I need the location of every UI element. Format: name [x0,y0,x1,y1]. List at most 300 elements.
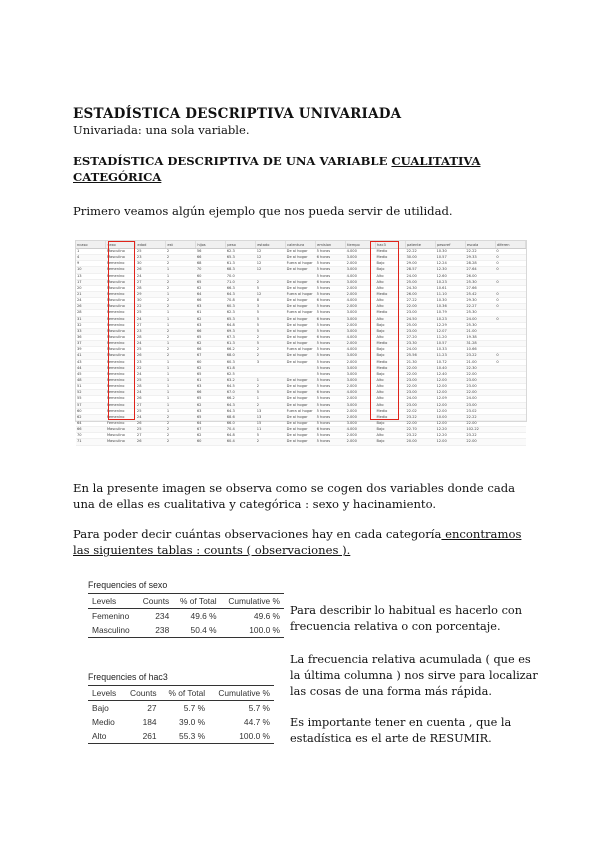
table-cell: 26 [136,439,166,445]
table-cell: 62 [196,341,226,347]
table-cell: 65 [196,334,226,340]
table-cell: 24 [136,390,166,396]
table-cell: 39 [76,347,106,353]
freq-cell: 184 [142,717,157,727]
table-cell: 27 [136,402,166,408]
table-cell: 30.00 [405,255,435,261]
table-cell: 23.00 [405,377,435,383]
table-cell: 26 [136,396,166,402]
table-cell: 29 [136,291,166,297]
table-cell: 22.70 [405,427,435,433]
table-cell: 12 [256,291,286,297]
table-cell: 2 [256,334,286,340]
table-cell: 23 [136,359,166,365]
table-cell: 5 horas [316,347,346,353]
table-cell: 22.27 [465,304,495,310]
table-cell: De al hogar [286,439,316,445]
column-header: diferen [495,241,525,249]
table-cell: 17 [76,279,106,285]
table-cell: 44 [76,365,106,371]
table-cell: 63 [196,408,226,414]
table-cell: 22.22 [405,249,435,255]
table-cell: 22.22 [465,414,495,420]
table-cell: 5 [256,310,286,316]
freq-cell: Masculino [88,623,137,638]
table-cell: 4.000 [346,298,376,304]
table-cell: 4.000 [346,427,376,433]
table-cell: 10.72 [435,359,465,365]
table-cell: 6 horas [316,427,346,433]
table-cell: 13 [256,408,286,414]
freq-cell: 5.7 % [183,703,206,713]
table-cell: De al hogar [286,353,316,359]
table-cell: 3.000 [346,267,376,273]
table-cell: Alto [376,402,406,408]
table-cell: 23.00 [405,402,435,408]
table-cell: 64.3 [226,408,256,414]
table-cell: 30 [136,261,166,267]
table-cell: 3.000 [346,316,376,322]
table-cell: 65 [196,396,226,402]
column-header: emision [316,241,346,249]
table-cell: 8 [256,298,286,304]
heading-part3: CATEGÓRICA [73,170,162,184]
table-cell: 24 [136,371,166,377]
table-cell: Bajo [376,427,406,433]
table-cell: 22.22 [465,249,495,255]
table-cell: 22.30 [465,365,495,371]
table-cell: 2 [166,328,196,334]
table-cell: Fuera al hogar [286,310,316,316]
table-cell: 45 [76,371,106,377]
table-row [76,439,526,445]
table-cell: 4.000 [346,273,376,279]
table-cell: 5 horas [316,402,346,408]
table-cell: 25 [136,249,166,255]
table-cell: 23.00 [465,402,495,408]
table-cell: 66 [76,427,106,433]
table-cell: 0 [495,261,525,267]
table-cell: 5 horas [316,285,346,291]
table-cell: 2.000 [346,322,376,328]
table-cell: 26 [136,353,166,359]
table-cell: 1 [166,396,196,402]
table-cell: 60 [196,359,226,365]
table-cell: 12 [256,261,286,267]
table-cell: 12 [256,267,286,273]
table-cell: 66.3 [226,285,256,291]
table-cell: 5 horas [316,267,346,273]
table-cell: 13 [256,414,286,420]
table-cell: 3.000 [346,420,376,426]
table-cell: 12.00 [435,439,465,445]
table-cell: 0 [495,255,525,261]
table-cell: 2.000 [346,439,376,445]
table-cell: 5 horas [316,396,346,402]
table-cell: 43 [76,359,106,365]
table-cell: 31 [76,316,106,322]
table-cell: 23.22 [405,414,435,420]
table-cell: 102.22 [465,427,495,433]
column-header: sexo [106,241,136,249]
table-cell: 5 [256,341,286,347]
table-cell: 26 [136,267,166,273]
column-header: estado [256,241,286,249]
table-cell: De al hogar [286,377,316,383]
freq-hac3-title: Frequencies of hac3 [88,672,168,682]
column-header: pesoref [435,241,465,249]
table-cell: 10.36 [435,304,465,310]
table-cell: Bajo [376,261,406,267]
table-cell: 21 [76,291,106,297]
table-cell: De al hogar [286,316,316,322]
table-cell: 12.40 [435,371,465,377]
table-cell: De al hogar [286,341,316,347]
table-cell: Fuera al hogar [286,347,316,353]
table-cell: 28 [76,310,106,316]
table-cell: 29.00 [405,261,435,267]
table-cell: 2 [256,384,286,390]
table-cell: 12.00 [435,377,465,383]
table-cell: 2 [166,249,196,255]
table-cell: 5 horas [316,328,346,334]
table-cell: 24.00 [405,347,435,353]
table-cell: Masculino [106,304,136,310]
table-cell: 23 [136,255,166,261]
page-title: ESTADÍSTICA DESCRIPTIVA UNIVARIADA [73,106,402,122]
table-cell: 48 [76,377,106,383]
table-cell: 23.22 [465,433,495,439]
side-paragraph-2: La frecuencia relativa acumulada ( que es la última columna ) nos sirve para localizar las cosas de una forma más rápida. [290,653,538,698]
table-cell: 22.02 [405,408,435,414]
table-cell: 4.000 [346,390,376,396]
table-cell: Alto [376,433,406,439]
table-cell: 5 [256,316,286,322]
table-cell: 30 [136,298,166,304]
heading-part1: ESTADÍSTICA DESCRIPTIVA DE UNA VARIABLE [73,154,392,168]
table-cell: 22.00 [465,420,495,426]
table-cell: 4.000 [346,249,376,255]
table-cell: Alto [376,390,406,396]
table-cell: Femenino [106,359,136,365]
table-cell: 3.000 [346,377,376,383]
table-cell: 27.22 [405,298,435,304]
table-cell: 5 horas [316,414,346,420]
table-cell: De al hogar [286,255,316,261]
table-cell: 5 horas [316,359,346,365]
table-cell: 24.50 [405,316,435,322]
table-cell: Masculino [106,285,136,291]
table-cell: 0 [495,291,525,297]
table-cell: 4.000 [346,334,376,340]
table-cell: 60.3 [226,359,256,365]
freq-hac3-header [88,686,274,701]
table-cell: 61.3 [226,261,256,267]
table-cell: 1 [166,377,196,383]
table-cell: 64.3 [226,291,256,297]
table-cell: 26 [76,304,106,310]
freq-cell: Alto [88,729,123,744]
table-cell: Femenino [106,261,136,267]
table-cell: 25.00 [405,279,435,285]
table-cell: 65 [196,371,226,377]
table-cell: 10.30 [435,298,465,304]
table-cell: 25 [136,408,166,414]
table-cell: 62.5 [226,371,256,377]
freq-cell: Bajo [92,703,109,713]
table-cell: 25 [136,427,166,433]
table-cell: 71 [76,439,106,445]
table-cell: 64.8 [226,322,256,328]
table-cell: 60 [196,439,226,445]
table-cell: 66.0 [226,420,256,426]
paragraph-2-part1: Para poder decir cuántas observaciones hay en cada categoría [73,527,442,541]
table-cell: 22.00 [405,420,435,426]
table-cell: Bajo [376,420,406,426]
table-cell: 11 [256,427,286,433]
table-cell: 24.00 [405,396,435,402]
table-cell: 67.0 [226,390,256,396]
table-cell: 1 [166,402,196,408]
heading-part2: CUALITATIVA [391,154,481,168]
table-cell: 25.42 [465,291,495,297]
table-cell [495,439,525,445]
table-cell: 5 horas [316,322,346,328]
table-cell: De al hogar [286,427,316,433]
paragraph-2-part2: encontramos las siguientes tablas : counts ( observaciones ). [73,527,522,557]
table-cell: 6 horas [316,334,346,340]
table-cell: 3 [256,359,286,365]
table-cell: 25 [136,377,166,383]
column-header: hac3 [376,241,406,249]
table-cell: 6 horas [316,255,346,261]
table-cell: 10.57 [435,341,465,347]
table-cell: 23.30 [405,341,435,347]
table-cell: 2 [166,298,196,304]
table-cell: 27.66 [465,285,495,291]
table-cell: 1 [166,316,196,322]
table-cell: De al hogar [286,267,316,273]
freq-sexo-header [88,594,284,609]
table-cell: Bajo [376,322,406,328]
table-cell: Femenino [106,310,136,316]
table-cell: 41 [76,353,106,359]
table-cell: 65 [196,279,226,285]
freq-table-hac3 [88,672,274,744]
table-cell: Femenino [106,408,136,414]
table-cell: 1 [76,249,106,255]
table-cell: 2 [256,439,286,445]
table-cell: Femenino [106,377,136,383]
table-cell: 2 [166,334,196,340]
table-cell: 57 [76,402,106,408]
table-cell: Masculino [106,328,136,334]
table-cell: 12.30 [435,267,465,273]
table-cell: 5 horas [316,371,346,377]
table-cell: 22.00 [465,390,495,396]
table-cell: De al hogar [286,304,316,310]
table-cell: 32 [76,322,106,328]
table-cell: Bajo [376,328,406,334]
table-cell: 65 [196,414,226,420]
table-cell: 1 [166,273,196,279]
freq-column-header: Cumulative % [221,594,284,609]
table-cell: 23.22 [405,433,435,439]
table-cell: 21.00 [465,359,495,365]
table-cell: 24.00 [405,273,435,279]
table-cell: Masculino [106,298,136,304]
table-cell: 67 [196,353,226,359]
table-cell: 70.4 [226,427,256,433]
table-cell: 61.8 [226,365,256,371]
paragraph-1: En la presente imagen se observa como se cogen dos variables donde cada una de ellas es cualitativa y categórica : sexo y hacinamiento. [73,481,516,511]
freq-column-header: % of Total [161,686,210,701]
table-cell: 62 [196,316,226,322]
table-cell: 64.8 [226,433,256,439]
table-cell: 1 [166,310,196,316]
table-cell: 1 [166,384,196,390]
table-cell: 23.00 [465,377,495,383]
table-cell: 5 horas [316,353,346,359]
table-cell: 22.00 [465,371,495,377]
table-cell: 1 [166,408,196,414]
spreadsheet-body [76,249,526,446]
table-cell: 5 horas [316,310,346,316]
table-cell: 3.000 [346,365,376,371]
table-cell: 25.30 [465,322,495,328]
table-cell: Medio [376,255,406,261]
table-cell: Alto [376,273,406,279]
table-cell: 2 [166,279,196,285]
table-cell: 12.29 [435,322,465,328]
table-cell: 22 [136,365,166,371]
freq-column-header: % of Total [173,594,220,609]
freq-column-header: Counts [137,594,174,609]
column-header: escala [465,241,495,249]
side-paragraph-3: Es importante tener en cuenta , que la estadística es el arte de RESUMIR. [290,716,512,745]
freq-cell: 50.4 % [173,623,220,638]
table-cell: 3.000 [346,328,376,334]
table-cell: Bajo [376,347,406,353]
table-cell: 2.000 [346,414,376,420]
table-cell: 33 [76,328,106,334]
table-cell: 28 [136,384,166,390]
table-cell: Femenino [106,291,136,297]
table-cell: 27 [136,279,166,285]
table-cell: 66 [196,390,226,396]
table-cell: 24 [136,316,166,322]
table-cell: 12.20 [435,433,465,439]
table-cell: 12.60 [435,273,465,279]
table-cell: Femenino [106,365,136,371]
table-cell: 60 [196,273,226,279]
table-cell: Medio [376,341,406,347]
table-cell: 2 [166,414,196,420]
table-cell: 28.28 [465,261,495,267]
freq-sexo-body [88,609,284,638]
table-cell: 1 [166,365,196,371]
table-cell: 2.000 [346,384,376,390]
table-cell: Femenino [106,341,136,347]
table-cell: De al hogar [286,414,316,420]
table-cell: 5 horas [316,384,346,390]
table-cell: 5 [256,390,286,396]
table-cell: 1 [166,341,196,347]
table-cell: 70 [76,433,106,439]
table-cell: 24.00 [465,316,495,322]
table-cell: Femenino [106,322,136,328]
table-cell: 12.09 [435,396,465,402]
table-cell: 67 [196,427,226,433]
table-cell: 24 [136,341,166,347]
table-cell: 62 [76,414,106,420]
table-cell: 56 [196,249,226,255]
table-cell: 64 [76,420,106,426]
table-cell: 1 [166,291,196,297]
table-cell: 2 [166,347,196,353]
table-cell: 5 horas [316,249,346,255]
table-cell: 5 horas [316,304,346,310]
table-cell: 63 [196,322,226,328]
table-cell: 0 [495,279,525,285]
freq-row [88,623,284,638]
table-cell: 66 [196,298,226,304]
table-cell: 69.3 [226,328,256,334]
table-cell: De al hogar [286,249,316,255]
table-cell: 31.28 [465,341,495,347]
table-cell: 0 [495,353,525,359]
table-cell: 27 [136,433,166,439]
table-cell: 13 [76,273,106,279]
table-cell: De al hogar [286,396,316,402]
table-cell: Alto [376,334,406,340]
table-cell: Femenino [106,390,136,396]
table-cell: 61 [196,310,226,316]
freq-cell: 234 [155,611,170,621]
table-cell: Bajo [376,267,406,273]
table-cell: 25.00 [405,322,435,328]
table-cell: 10.33 [435,347,465,353]
table-cell: 60 [76,408,106,414]
table-cell: De al hogar [286,285,316,291]
table-cell: 12.00 [435,402,465,408]
table-cell: 25.56 [405,353,435,359]
table-cell: 20.00 [405,439,435,445]
table-cell: 51 [76,384,106,390]
table-cell: 62 [196,433,226,439]
freq-cell: Medio [92,717,115,727]
table-cell: Fuera al hogar [286,261,316,267]
table-cell: 70 [196,267,226,273]
table-cell: De al hogar [286,279,316,285]
table-cell: 0 [495,316,525,322]
table-cell: 12.00 [435,384,465,390]
table-cell: 5 horas [316,408,346,414]
table-cell: Medio [376,414,406,420]
table-cell: Fuera al hogar [286,408,316,414]
table-cell: 2.000 [346,359,376,365]
table-cell: Femenino [106,371,136,377]
table-cell: Femenino [106,273,136,279]
table-cell: 63 [196,384,226,390]
table-cell: Alto [376,279,406,285]
table-cell: 23.00 [405,390,435,396]
section-heading [73,153,493,185]
table-cell: 5 horas [316,365,346,371]
table-cell: 2.000 [346,261,376,267]
table-cell: 12.07 [435,328,465,334]
table-cell: 10 [76,267,106,273]
